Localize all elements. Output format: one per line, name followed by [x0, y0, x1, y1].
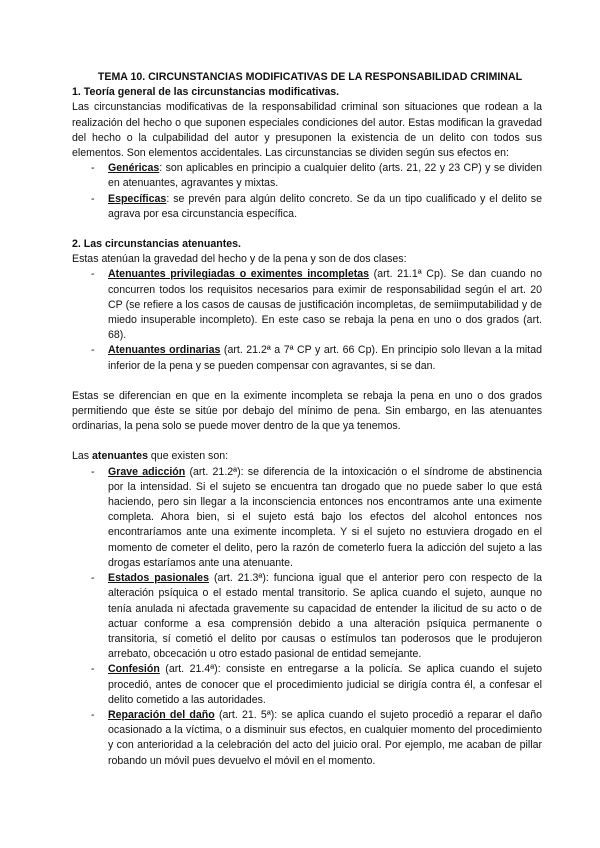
- list-item: [72, 465, 542, 571]
- section-1-intro: Las circunstancias modificativas de la responsabilidad criminal son situaciones que rodean a la realización del hecho o que suponen especiales condiciones del autor. Estas modifican la gravedad del hecho o la culpabilidad del autor y presuponen la existencia de un delito con todos sus elementos. Son elementos accidentales. Las circunstancias se dividen según sus efectos en:: [72, 101, 542, 160]
- intro-text: que existen son:: [147, 450, 229, 463]
- atenuantes-list: [72, 465, 542, 769]
- list-item-term: Atenuantes ordinarias: [108, 344, 221, 357]
- list-item: [72, 192, 542, 222]
- section-2-heading: 2. Las circunstancias atenuantes.: [72, 238, 241, 251]
- list-item-text: (art. 21.2ª): se diferencia de la intoxicación o el síndrome de abstinencia por la intensidad. Si el sujeto se encuentra tan drogado que no puede saber lo que está haciendo, pero sin llegar a la inconsciencia entonces nos encontramos ante una eximente completa. Ahora bien, si el sujeto está bajo los efectos del alcohol entonces nos encontraríamos ante una eximente incompleta. Y si el sujeto no estuviera drogado en el momento de cometer el delito, pero la razón de cometerlo fuera la adicción del sujeto a las drogas estaríamos ante una atenuante.: [108, 465, 542, 569]
- list-item-term: Grave adicción: [108, 465, 186, 478]
- section-1-heading: 1. Teoría general de las circunstancias modificativas.: [72, 86, 340, 99]
- list-item-term: Atenuantes privilegiadas o eximentes incompletas: [108, 268, 370, 281]
- intro-text: Las: [72, 450, 93, 463]
- list-item: [72, 161, 542, 191]
- document-title: TEMA 10. CIRCUNSTANCIAS MODIFICATIVAS DE LA RESPONSABILIDAD CRIMINAL: [97, 71, 523, 83]
- list-item-term: Reparación del daño: [108, 708, 215, 721]
- list-item-term: Genéricas: [108, 162, 160, 175]
- list-item: [72, 267, 542, 343]
- list-item-text: (art. 21.4ª): consiste en entregarse a la policía. Se aplica cuando el sujeto procedió, antes de conocer que el procedimiento judicial se dirigía contra él, a confesar el delito cometido a las autoridades.: [108, 663, 542, 706]
- list-item-text: (art. 21.1ª Cp). Se dan cuando no concurren todos los requisitos necesarios para eximir de responsabilidad según el art. 20 CP (se refiere a los casos de causas de justificación incompletas, de semiimputabilidad y de miedo insuperable incompleto). En este caso se rebaja la pena en uno o dos grados (art. 68).: [108, 268, 542, 342]
- list-item-text: : se prevén para algún delito concreto. Se da un tipo cualificado y el delito se agrava por esa circunstancia específica.: [108, 192, 542, 220]
- list-item-text: : son aplicables en principio a cualquier delito (arts. 21, 22 y 23 CP) y se dividen en atenuantes, agravantes y mixtas.: [108, 162, 542, 190]
- difference-paragraph: Estas se diferencian en que en la eximente incompleta se rebaja la pena en uno o dos grados permitiendo que éste se sitúe por debajo del mínimo de pena. Sin embargo, en las atenuantes ordinarias, la pena solo se puede mover dentro de la que ya tenemos.: [72, 389, 542, 433]
- section-2-intro: Estas atenúan la gravedad del hecho y de la pena y son de dos clases:: [72, 253, 407, 266]
- atenuantes-list-intro: [72, 449, 542, 464]
- list-item-term: Estados pasionales: [108, 572, 209, 585]
- list-item-text: (art. 21.2ª a 7ª CP y art. 66 Cp). En principio solo llevan a la mitad inferior de la pena y se pueden compensar con agravantes, si se dan.: [108, 344, 542, 372]
- list-item-text: (art. 21. 5ª): se aplica cuando el sujeto procedió a reparar el daño ocasionado a la víctima, o a disminuir sus efectos, en cualquier momento del procedimiento y con anterioridad a la celebración del acto del juicio oral. Por ejemplo, me acaban de pillar robando un móvil pues devuelvo el móvil en el momento.: [108, 708, 542, 767]
- list-item: [72, 571, 542, 662]
- classes-list: [72, 267, 542, 373]
- list-item: [72, 662, 542, 708]
- intro-term: atenuantes: [92, 450, 148, 463]
- list-item-text: (art. 21.3ª): funciona igual que el anterior pero con respecto de la alteración psíquica o el estado mental transitorio. Se aplica cuando el sujeto, aunque no tenía anulada ni afectada gravemente su capacidad de entender la ilicitud de su acto o de actuar conforme a esa comprensión debido a una alteración psíquica permanente o transitoria, sí cometió el delito por causas o estímulos tan poderosos que le produjeron arrebato, obcecación u otro estado pasional de entidad semejante.: [108, 572, 542, 661]
- list-item-term: Confesión: [108, 663, 160, 676]
- list-item-term: Específicas: [108, 192, 167, 205]
- list-item: [72, 708, 542, 769]
- list-item: [72, 343, 542, 373]
- effects-list: [72, 161, 542, 222]
